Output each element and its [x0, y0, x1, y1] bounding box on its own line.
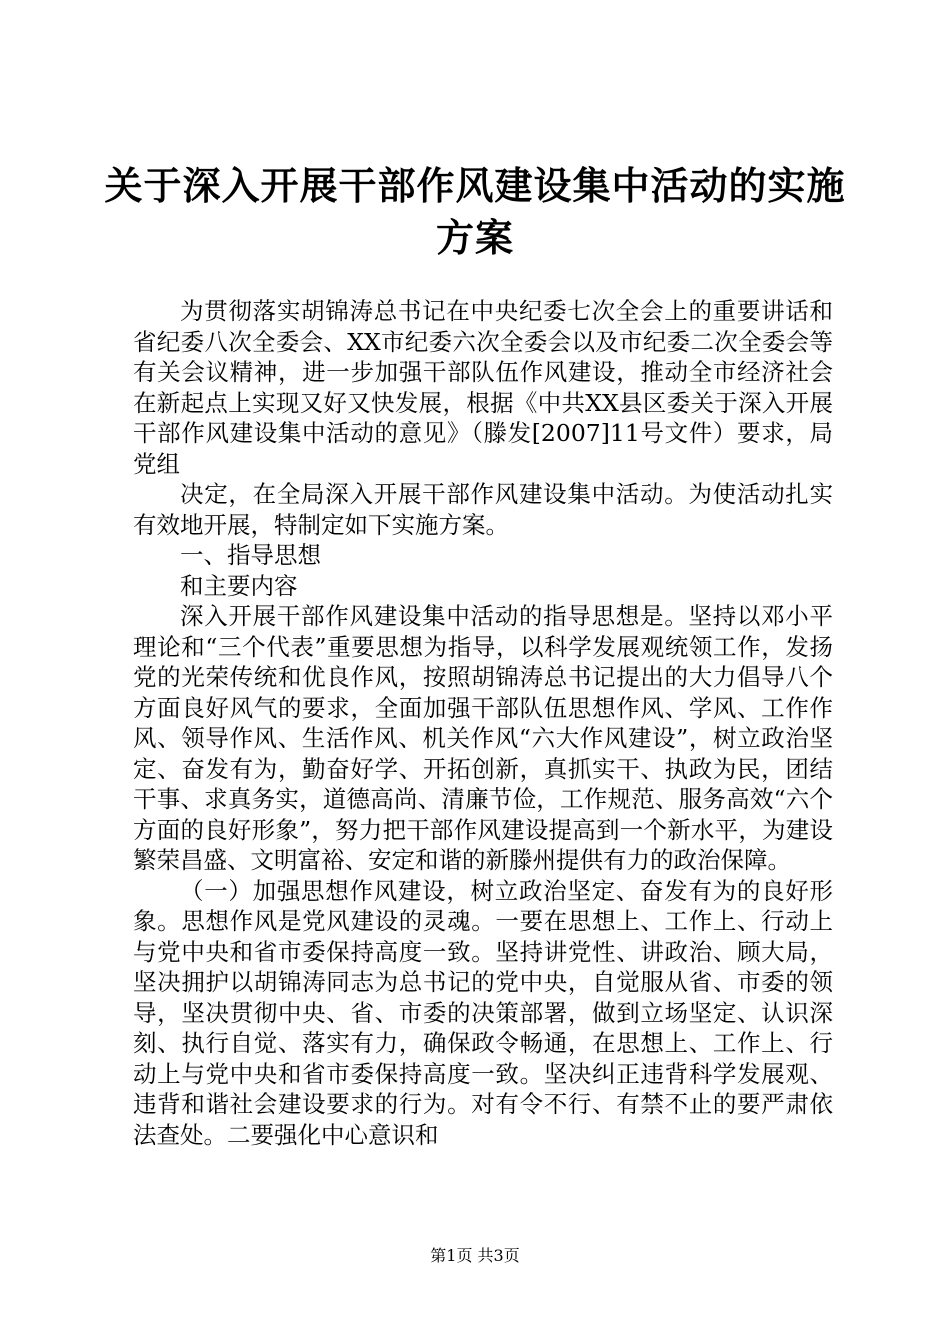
- document-body: [133, 296, 833, 1150]
- paragraph-intro: 为贯彻落实胡锦涛总书记在中央纪委七次全会上的重要讲话和省纪委八次全委会、XX市纪委六次全委会以及市纪委二次全委会等有关会议精神，进一步加强干部队伍作风建设，推动全市经济社会在新起点上实现又好又快发展，根据《中共XX县区委关于深入开展干部作风建设集中活动的意见》（滕发[2007]11号文件）要求，局党组: [133, 297, 833, 478]
- document-title: 关于深入开展干部作风建设集中活动的实施方案: [104, 164, 846, 260]
- paragraph-decision: 决定，在全局深入开展干部作风建设集中活动。为使活动扎实有效地开展，特制定如下实施方案。: [133, 480, 833, 539]
- paragraph-subsection-one: （一）加强思想作风建设，树立政治坚定、奋发有为的良好形象。思想作风是党风建设的灵魂。一要在思想上、工作上、行动上与党中央和省市委保持高度一致。坚持讲党性、讲政治、顾大局，坚决拥护以胡锦涛同志为总书记的党中央，自觉服从省、市委的领导，坚决贯彻中央、省、市委的决策部署，做到立场坚定、认识深刻、执行自觉、落实有力，确保政令畅通，在思想上、工作上、行动上与党中央和省市委保持高度一致。坚决纠正违背科学发展观、违背和谐社会建设要求的行为。对有令不行、有禁不止的要严肃依法查处。二要强化中心意识和: [133, 876, 833, 1149]
- paragraph-guiding-thought: 深入开展干部作风建设集中活动的指导思想是。坚持以邓小平理论和“三个代表”重要思想为指导，以科学发展观统领工作，发扬党的光荣传统和优良作风，按照胡锦涛总书记提出的大力倡导八个方面良好风气的要求，全面加强干部队伍思想作风、学风、工作作风、领导作风、生活作风、机关作风“六大作风建设”，树立政治坚定、奋发有为，勤奋好学、开拓创新，真抓实干、执政为民，团结干事、求真务实，道德高尚、清廉节俭，工作规范、服务高效“六个方面的良好形象”，努力把干部作风建设提高到一个新水平，为建设繁荣昌盛、文明富裕、安定和谐的新滕州提供有力的政治保障。: [133, 602, 833, 874]
- section-heading-continued: 和主要内容: [180, 571, 298, 600]
- section-heading: 一、指导思想: [180, 541, 321, 569]
- page-footer: 第1页 共3页: [430, 1246, 520, 1265]
